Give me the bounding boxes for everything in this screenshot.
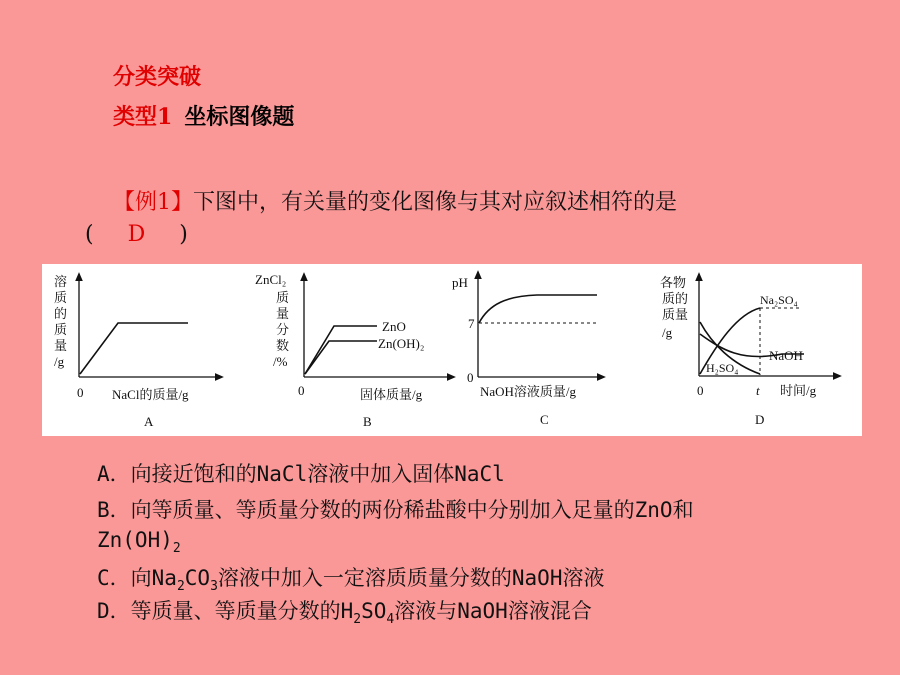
b-caption: B <box>363 414 372 429</box>
c-xlabel: NaOH溶液质量/g <box>480 384 577 399</box>
option-c-post: 溶液中加入一定溶质质量分数的NaOH溶液 <box>217 566 605 590</box>
option-c-mid: CO <box>184 566 211 590</box>
b-curve-zno <box>305 326 377 374</box>
option-b-line2 <box>97 528 181 556</box>
d-ylabel-4: /g <box>662 325 673 340</box>
section-title: 分类突破 <box>113 64 202 90</box>
c-origin: 0 <box>467 370 474 385</box>
chart-c <box>452 274 602 427</box>
d-xlabel: 时间/g <box>780 383 817 398</box>
type-heading <box>113 100 294 131</box>
a-ylabel-5: 量 <box>54 338 68 353</box>
answer: D <box>127 222 146 247</box>
a-ylabel-2: 质 <box>54 290 68 305</box>
option-d-pre: D．等质量、等质量分数的H <box>97 599 354 623</box>
d-origin: 0 <box>697 383 704 398</box>
b-origin: 0 <box>298 383 305 398</box>
a-origin: 0 <box>77 385 84 400</box>
option-c <box>97 562 604 594</box>
d-label-na2so4: Na₂SO₄ <box>760 293 798 307</box>
option-b2-sub: 2 <box>172 541 181 557</box>
option-d-sub1: 2 <box>353 612 362 628</box>
a-xlabel: NaCl的质量/g <box>112 387 189 402</box>
c-caption: C <box>540 412 549 427</box>
c-curve <box>479 295 597 323</box>
a-ylabel-1: 溶 <box>54 274 68 289</box>
a-caption: A <box>144 414 154 429</box>
answer-line <box>85 222 188 247</box>
d-caption: D <box>755 412 765 427</box>
figure-panel <box>42 264 862 436</box>
d-t-label: t <box>756 383 760 398</box>
question-stem <box>113 185 677 216</box>
d-ylabel-1: 各物 <box>660 275 687 290</box>
b-ylabel-top: ZnCl₂ <box>255 272 287 287</box>
c-ylabel: pH <box>452 275 468 290</box>
example-tag: 【例1】 <box>113 190 193 215</box>
b-label-zno: ZnO <box>382 319 406 334</box>
b-ylabel-3: 分 <box>276 322 290 337</box>
option-d-sub2: 4 <box>386 612 395 628</box>
option-b2-text: Zn(OH) <box>97 528 173 552</box>
chart-b <box>255 272 452 429</box>
b-ylabel-1: 质 <box>276 290 290 305</box>
b-ylabel-2: 量 <box>276 306 290 321</box>
option-b-line1: B．向等质量、等质量分数的两份稀盐酸中分别加入足量的ZnO和 <box>97 498 694 522</box>
paren-open: ( <box>85 222 94 247</box>
d-ylabel-3: 质量 <box>662 307 689 322</box>
chart-a <box>54 274 220 429</box>
option-d-mid: SO <box>361 599 387 623</box>
d-label-h2so4: H₂SO₄ <box>706 361 739 375</box>
b-xlabel: 固体质量/g <box>360 387 423 402</box>
question-text: 下图中，有关量的变化图像与其对应叙述相符的是 <box>193 190 678 215</box>
chart-d <box>660 275 838 427</box>
option-c-sub2: 3 <box>210 579 218 595</box>
d-ylabel-2: 质的 <box>662 291 689 306</box>
option-d <box>97 595 592 627</box>
b-label-znoh2: Zn(OH)₂ <box>378 336 425 351</box>
option-d-post: 溶液与NaOH溶液混合 <box>394 599 592 623</box>
a-curve <box>80 323 188 374</box>
option-a: A．向接近饱和的NaCl溶液中加入固体NaCl <box>97 462 505 486</box>
a-ylabel-3: 的 <box>54 306 68 321</box>
paren-close: ) <box>179 222 188 247</box>
c-tick-7: 7 <box>468 316 475 331</box>
b-ylabel-5: /% <box>273 354 288 369</box>
type-title: 坐标图像题 <box>184 104 295 130</box>
type-tag: 类型1 <box>113 104 173 130</box>
b-ylabel-4: 数 <box>276 338 290 353</box>
a-ylabel-6: /g <box>54 354 65 369</box>
a-ylabel-4: 质 <box>54 322 68 337</box>
option-c-sub1: 2 <box>176 579 185 595</box>
option-c-pre: C．向Na <box>97 566 177 590</box>
d-label-naoh: NaOH <box>769 348 803 363</box>
